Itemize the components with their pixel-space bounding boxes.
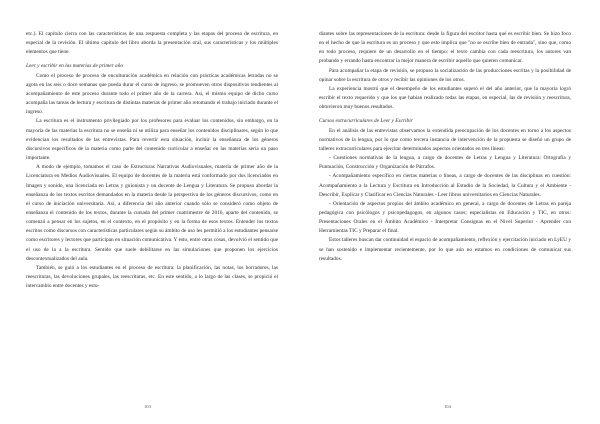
list-item-orientacion: - Orientación de aspectos propios del ámbito académico en general, a cargo de docentes de Letras en pareja pedagógica con psicólogos y psicopedagogos, en algunos casos; especialistas en Educación y TIC, en otros: Presentaciones Orales en el Ámbito Académico - Interpretar Consignas en el Nivel Superior - Aprender con Herramientas TIC y Preparar el final. <box>319 200 571 235</box>
section-heading-leer-escribir: Leer y escribir en las materias de primer año <box>26 63 124 70</box>
right-paragraph-4: En el análisis de las entrevistas observamos la extendida preocupación de los docentes en torno a los aspectos normativos de la lengua, por lo que como tercera instancia de intervención de la propuesta se diseñó un grupo de talleres extracurriculares para ejercitar determinados aspectos orientados en tres líneas: <box>319 127 571 152</box>
right-paragraph-3: La experiencia mostró que el desempeño de los estudiantes superó el del año anterior, que la mayoría logró escribir el texto requerido y que los que habían realizado todas las etapas, en especial, las de revisión y reescritura, obtuvieron muy buenos resultados. <box>319 85 571 111</box>
section-heading-cursos: Cursos extracurriculares de Leer y Escribir <box>319 118 413 125</box>
page-number-left: 103 <box>144 404 151 409</box>
left-page <box>26 30 278 291</box>
right-paragraph-2: Para acompañar la etapa de revisión, se propuso la socialización de las producciones escritas y la posibilidad de opinar sobre la escritura de otros y recibir las opiniones de los otros. <box>319 67 571 83</box>
left-paragraph-3: La escritura es el instrumento privilegiado por los profesores para evaluar los contenidos, sin embargo, en la mayoría de las materias la escritura no se enseña ni se utiliza para enseñar los contenidos disciplinares, según lo que evidencian los resultados de las entrevistas. Para revertir esta situación, incluir la enseñanza de los géneros discursivos específicos de la materia como parte del contenido curricular a enseñar en las materias sería un paso importante. <box>26 118 278 162</box>
left-paragraph-4: A modo de ejemplo, tomamos el caso de Estructuras Narrativas Audiovisuales, materia de primer año de la Licenciatura en Medios Audiovisuales. El equipo de docentes de la materia está conformado por dos licenciados en Imagen y sonido, una licenciada en Letras y guionista y un docente de Lengua y Literatura. Se propuso abordar la enseñanza de los textos escritos demandados en la materia desde la perspectiva de los géneros discursivos, como en el curso de iniciación universitaria. Así, a diferencia del año anterior cuando sólo se consideró como objeto de enseñanza el contenido de los textos, durante la cursada del primer cuatrimestre de 2016, aparte del contenido, se comenzó a pensar en los sujetos, en el contexto, en el propósito y en la forma de esos textos. Entender los textos escritos como discursos con características particulares según su ámbito de uso les permitió a los estudiantes pensarse como escritores y lectores que participan en situación comunicativa. Y esto, entre otras cosas, devolvió el sentido que el uso de la a la escritura. Sentido que suele debilitarse en las simulaciones que proponen los ejercicios descontextualizados del aula. <box>26 164 278 262</box>
left-paragraph-1: etc.). El capítulo cierra con las características de una respuesta completa y las etapas del proceso de escritura, en especial de la revisión. El último capítulo del libro aborda la presentación oral, sus características y los múltiples elementos que tiene. <box>26 31 278 56</box>
page-number-right: 104 <box>444 404 451 409</box>
right-paragraph-1: diantes sobre las representaciones de la escritura: desde la figura del escritor hasta qué es escribir bien. Se hizo foco en el hecho de que la escritura es un proceso y que esto implica que "no se escribe bien de entrada", sino que, como en todo proceso, requiere de un desarrollo en el tiempo: el texto cambia con cada reescritura, los autores van probando y errando hasta encontrar la mejor manera de escribir aquello que quieren comunicar. <box>319 31 571 65</box>
right-paragraph-5: Estos talleres buscan dar continuidad el espacio de acompañamiento, reflexión y ejercitación iniciado en LyEU y se han sostenido e implementar recientemente, por lo que aún no estamos en condiciones de comunicar sus resultados. <box>319 237 571 262</box>
list-item-acompanamiento: - Acompañamiento específico en ciertas materias o líneas, a cargo de docentes de las disciplinas en cuestión: Acompañamiento a la Lectura y Escritura en Introducción al Estudio de la Sociedad, la Cultura y el Ambiente - Describir, Explicar y Clasificar en Ciencias Naturales - Leer libros universitarios en Ciencias Naturales. <box>319 173 571 198</box>
left-paragraph-5: También, se guió a los estudiantes en el proceso de escritura: la planificación, las notas, los borradores, las reescrituras, las devoluciones grupales, las reescrituras, etc. En este sentido, a lo largo de las clases, se propició el intercambio entre docentes y estu- <box>26 264 278 290</box>
list-item-normativas: - Cuestiones normativas de la lengua, a cargo de docentes de Letras y Lengua y Literatura: Ortografía y Puntuación, Construcción y Organización de Párrafos. <box>319 155 571 171</box>
right-page <box>319 30 571 264</box>
left-paragraph-2: Como el proceso de proceso de enculturación académica en relación con prácticas académicas letradas no se agota en las seis o doce semanas que pueda durar el curso de ingreso, se promueven otros dispositivos tendientes al acompañamiento de este proceso durante todo el primer año de la carrera. Así, el mismo equipo de dicho curso acompaña las tareas de lectura y escritura de distintas materias de primer año retomando el trabajo iniciado durante el ingreso. <box>26 72 278 116</box>
